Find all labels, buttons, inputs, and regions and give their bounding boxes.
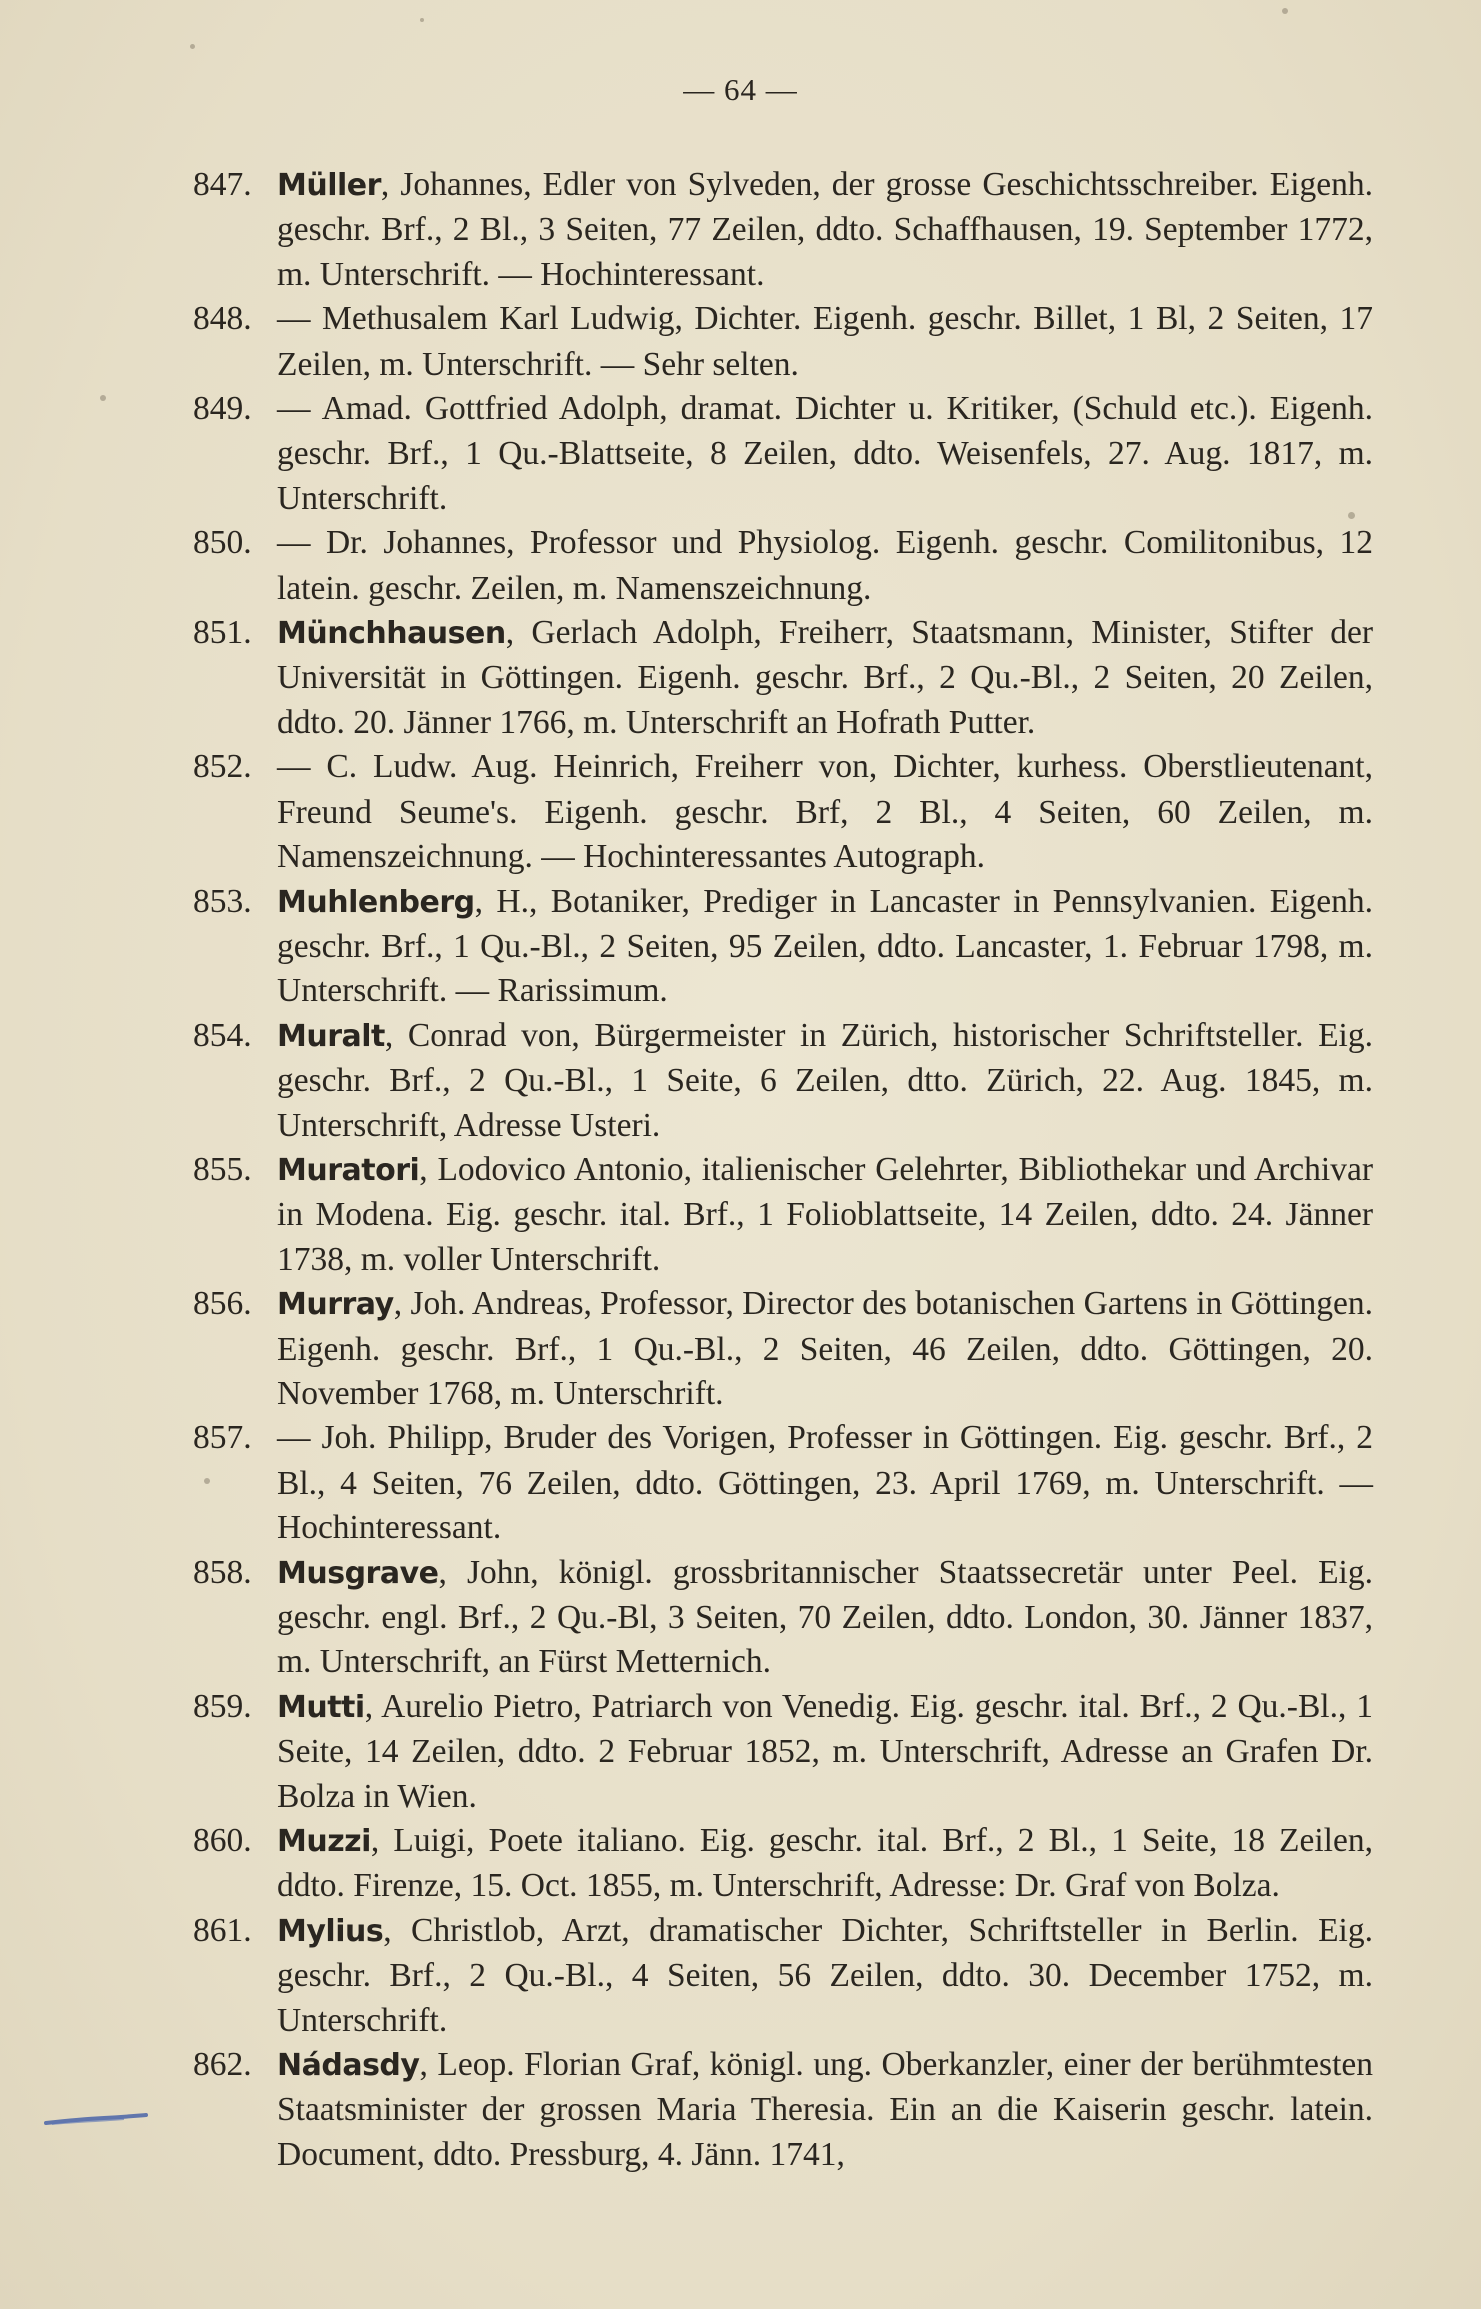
entry-name: Murray bbox=[277, 1287, 394, 1323]
entry-number: 854. bbox=[193, 1016, 252, 1054]
entry-number: 860. bbox=[193, 1822, 252, 1860]
entry-number: 856. bbox=[193, 1285, 252, 1323]
catalog-entry bbox=[193, 1014, 1373, 1148]
paper-speck bbox=[204, 1478, 210, 1484]
entry-number: 857. bbox=[193, 1419, 252, 1457]
entry-number: 852. bbox=[193, 748, 252, 786]
pen-mark bbox=[44, 2113, 148, 2127]
entry-name: Mutti bbox=[277, 1689, 365, 1725]
entry-text: , Leop. Florian Graf, königl. ung. Oberkanzler, einer der berühmtesten Staatsminister der grossen Maria Theresia. Ein an die Kaiserin geschr. latein. Document, ddto. Pressburg, 4. Jänn. 1741, bbox=[277, 2046, 1373, 2173]
catalog-entry bbox=[193, 1148, 1373, 1282]
entry-text: , Lodovico Antonio, italienischer Gelehrter, Bibliothekar und Archivar in Modena. Eig. geschr. ital. Brf., 1 Folioblattseite, 14 Zeilen, ddto. 24. Jänner 1738, m. voller Unterschrift. bbox=[277, 1150, 1373, 1278]
catalog-entry bbox=[193, 880, 1373, 1014]
entry-name: Mylius bbox=[277, 1913, 384, 1949]
catalog-entry bbox=[193, 163, 1373, 297]
entry-number: 850. bbox=[193, 524, 252, 562]
catalog-entry bbox=[193, 297, 1373, 387]
entry-number: 858. bbox=[193, 1553, 252, 1591]
catalog-entry bbox=[193, 1551, 1373, 1685]
paper-speck bbox=[100, 395, 106, 401]
paper-speck bbox=[190, 44, 195, 49]
entry-number: 861. bbox=[193, 1911, 252, 1949]
entry-name: Müller bbox=[277, 168, 381, 203]
entry-name: Muzzi bbox=[277, 1824, 371, 1860]
page-number: — 64 — bbox=[683, 72, 798, 107]
entry-list bbox=[193, 163, 1373, 2177]
entry-text: — Amad. Gottfried Adolph, dramat. Dichter u. Kritiker, (Schuld etc.). Eigenh. geschr. Brf., 1 Qu.-Blattseite, 8 Zeilen, ddto. Weisenfels, 27. Aug. 1817, m. Unterschrift. bbox=[277, 390, 1373, 517]
catalog-entry bbox=[193, 1416, 1373, 1550]
paper-speck bbox=[1348, 512, 1355, 519]
entry-number: 849. bbox=[193, 390, 252, 428]
catalog-entry bbox=[193, 387, 1373, 521]
entry-name: Musgrave bbox=[277, 1555, 439, 1591]
entry-number: 859. bbox=[193, 1687, 252, 1725]
catalog-entry bbox=[193, 1685, 1373, 1819]
entry-name: Muralt bbox=[277, 1018, 385, 1054]
entry-number: 862. bbox=[193, 2046, 252, 2084]
catalog-entry bbox=[193, 1909, 1373, 2043]
paper-speck bbox=[420, 18, 424, 22]
entry-text: — Joh. Philipp, Bruder des Vorigen, Professer in Göttingen. Eig. geschr. Brf., 2 Bl., 4 Seiten, 76 Zeilen, ddto. Göttingen, 23. April 1769, m. Unterschrift. — Hochinteressant. bbox=[277, 1419, 1373, 1547]
entry-name: Muhlenberg bbox=[277, 884, 475, 920]
catalog-entry bbox=[193, 521, 1373, 611]
entry-text: , Gerlach Adolph, Freiherr, Staatsmann, Minister, Stifter der Universität in Göttingen. Eigenh. geschr. Brf., 2 Qu.-Bl., 2 Seiten, 20 Zeilen, ddto. 20. Jänner 1766, m. Unterschrift an Hofrath Putter. bbox=[277, 614, 1373, 741]
entry-number: 853. bbox=[193, 882, 252, 920]
entry-name: Nádasdy bbox=[277, 2048, 420, 2084]
entry-number: 855. bbox=[193, 1150, 252, 1188]
catalog-entry bbox=[193, 1282, 1373, 1416]
entry-text: , H., Botaniker, Prediger in Lancaster in Pennsylvanien. Eigenh. geschr. Brf., 1 Qu.-Bl., 2 Seiten, 95 Zeilen, ddto. Lancaster, 1. Februar 1798, m. Unterschrift. — Rarissimum. bbox=[277, 882, 1373, 1010]
entry-text: , Joh. Andreas, Professor, Director des botanischen Gartens in Göttingen. Eigenh. geschr. Brf., 1 Qu.-Bl., 2 Seiten, 46 Zeilen, ddto. Göttingen, 20. November 1768, m. Unterschrift. bbox=[277, 1285, 1373, 1412]
catalog-entry bbox=[193, 1819, 1373, 1909]
paper-speck bbox=[1282, 8, 1288, 14]
entry-text: , Aurelio Pietro, Patriarch von Venedig. Eig. geschr. ital. Brf., 2 Qu.-Bl., 1 Seite, 14 Zeilen, ddto. 2 Februar 1852, m. Unterschrift, Adresse an Grafen Dr. Bolza in Wien. bbox=[277, 1687, 1373, 1815]
entry-number: 851. bbox=[193, 614, 252, 652]
entry-text: , Christlob, Arzt, dramatischer Dichter, Schriftsteller in Berlin. Eig. geschr. Brf., 2 Qu.-Bl., 4 Seiten, 56 Zeilen, ddto. 30. December 1752, m. Unterschrift. bbox=[277, 1911, 1373, 2039]
entry-name: Münchhausen bbox=[277, 616, 506, 652]
entry-number: 848. bbox=[193, 300, 252, 338]
entry-text: , Luigi, Poete italiano. Eig. geschr. ital. Brf., 2 Bl., 1 Seite, 18 Zeilen, ddto. Firenze, 15. Oct. 1855, m. Unterschrift, Adresse: Dr. Graf von Bolza. bbox=[277, 1822, 1373, 1905]
entry-text: — Dr. Johannes, Professor und Physiolog. Eigenh. geschr. Comilitonibus, 12 latein. geschr. Zeilen, m. Namenszeichnung. bbox=[277, 524, 1373, 607]
entry-name: Muratori bbox=[277, 1152, 420, 1188]
catalog-entry bbox=[193, 611, 1373, 745]
entry-text: , Conrad von, Bürgermeister in Zürich, historischer Schriftsteller. Eig. geschr. Brf., 2 Qu.-Bl., 1 Seite, 6 Zeilen, dtto. Zürich, 22. Aug. 1845, m. Unterschrift, Adresse Usteri. bbox=[277, 1016, 1373, 1144]
entry-number: 847. bbox=[193, 166, 252, 203]
entry-text: — Methusalem Karl Ludwig, Dichter. Eigenh. geschr. Billet, 1 Bl, 2 Seiten, 17 Zeilen, m. Unterschrift. — Sehr selten. bbox=[277, 300, 1373, 383]
catalog-entry bbox=[193, 2043, 1373, 2177]
catalog-entry bbox=[193, 745, 1373, 879]
entry-text: , Johannes, Edler von Sylveden, der grosse Geschichtsschreiber. Eigenh. geschr. Brf., 2 Bl., 3 Seiten, 77 Zeilen, ddto. Schaffhausen, 19. September 1772, m. Unterschrift. — Hochinteressant. bbox=[277, 166, 1373, 293]
entry-text: — C. Ludw. Aug. Heinrich, Freiherr von, Dichter, kurhess. Oberstlieutenant, Freund Seume's. Eigenh. geschr. Brf, 2 Bl., 4 Seiten, 60 Zeilen, m. Namenszeichnung. — Hochinteressantes Autograph. bbox=[277, 748, 1373, 876]
entry-text: , John, königl. grossbritannischer Staatssecretär unter Peel. Eig. geschr. engl. Brf., 2 Qu.-Bl, 3 Seiten, 70 Zeilen, ddto. London, 30. Jänner 1837, m. Unterschrift, an Fürst Metternich. bbox=[277, 1553, 1373, 1681]
